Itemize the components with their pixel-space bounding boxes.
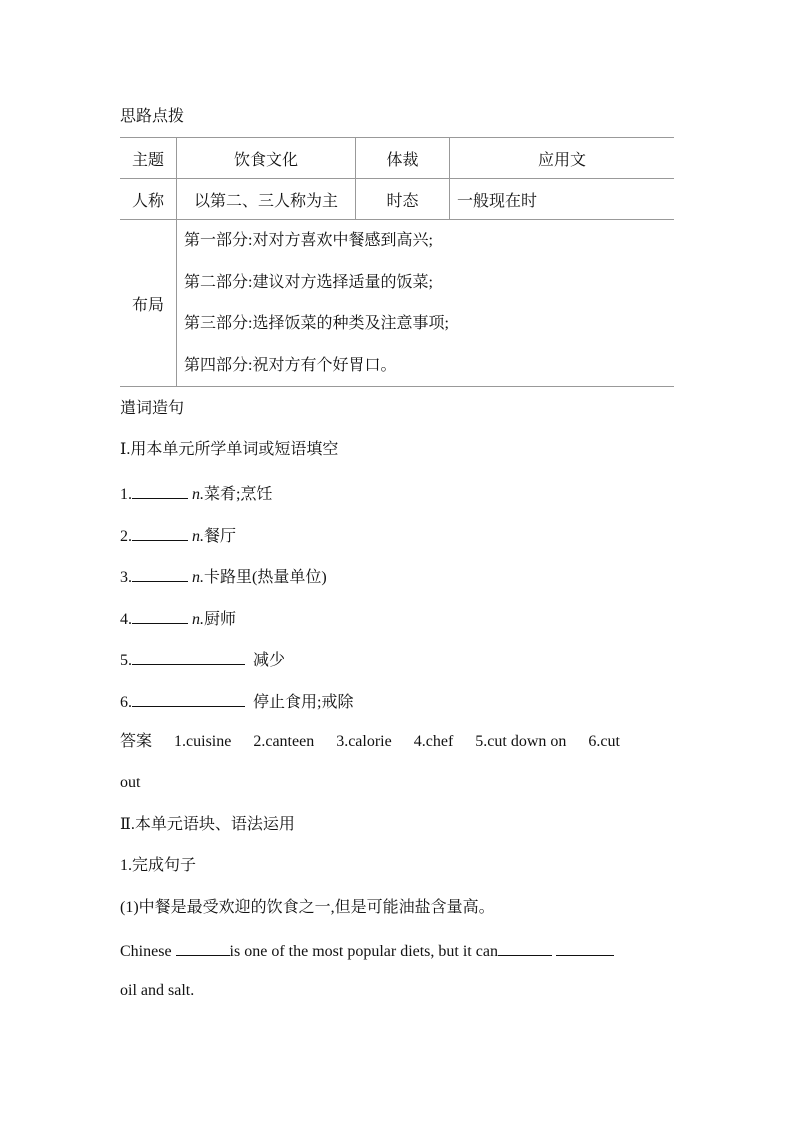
answer-blank[interactable]	[176, 939, 230, 956]
list-item: 5. 减少	[120, 648, 285, 671]
list-item: 6. 停止食用;戒除	[120, 690, 353, 713]
answer-blank[interactable]	[132, 648, 245, 665]
layout-content	[177, 220, 675, 387]
answer-label: 答案	[120, 733, 153, 750]
layout-item: 第三部分:选择饭菜的种类及注意事项;	[184, 315, 449, 332]
layout-item: 第四部分:祝对方有个好胃口。	[184, 356, 397, 374]
answer-blank[interactable]	[498, 939, 552, 956]
question-en-continued: oil and salt.	[120, 982, 195, 999]
table-cell: 时态	[356, 179, 450, 220]
table-row	[120, 138, 674, 179]
answer-blank[interactable]	[132, 690, 245, 707]
sub1-title: 1.完成句子	[120, 857, 197, 874]
layout-item: 第二部分:建议对方选择适量的饭菜;	[184, 273, 433, 291]
layout-label: 布局	[120, 220, 177, 387]
question-cn: (1)中餐是最受欢迎的饮食之一,但是可能油盐含量高。	[120, 899, 495, 916]
list-item: 4. n.厨师	[120, 607, 236, 630]
table-cell: 体裁	[356, 138, 450, 179]
table-cell: 一般现在时	[450, 179, 675, 220]
table-row-layout	[120, 220, 674, 387]
table-row	[120, 179, 674, 220]
table-cell: 应用文	[450, 138, 675, 179]
list-item: 1. n.菜肴;烹饪	[120, 482, 272, 505]
info-table	[120, 137, 674, 387]
section-title-thinking: 思路点拨	[120, 108, 185, 125]
answer-blank[interactable]	[132, 482, 188, 499]
table-cell: 主题	[120, 138, 177, 179]
answer-blank[interactable]	[132, 524, 188, 541]
answer-blank[interactable]	[132, 565, 188, 582]
answer-blank[interactable]	[556, 939, 614, 956]
layout-item: 第一部分:对对方喜欢中餐感到高兴;	[184, 232, 433, 249]
list-item: 2. n.餐厅	[120, 524, 236, 547]
table-cell: 人称	[120, 179, 177, 220]
answer-continued: out	[120, 774, 141, 791]
part1-title: Ⅰ.用本单元所学单词或短语填空	[120, 441, 339, 458]
list-item: 3. n.卡路里(热量单位)	[120, 565, 327, 588]
section-title-wording: 遣词造句	[120, 400, 185, 417]
table-cell: 饮食文化	[177, 138, 356, 179]
answer-blank[interactable]	[132, 607, 188, 624]
part2-title: Ⅱ.本单元语块、语法运用	[120, 816, 295, 833]
table-cell: 以第二、三人称为主	[177, 179, 356, 220]
answer-line: 答案 1.cuisine 2.canteen 3.calorie 4.chef 5.cut down on 6.cut	[120, 733, 620, 750]
question-en: Chinese is one of the most popular diets, but it can	[120, 939, 614, 962]
